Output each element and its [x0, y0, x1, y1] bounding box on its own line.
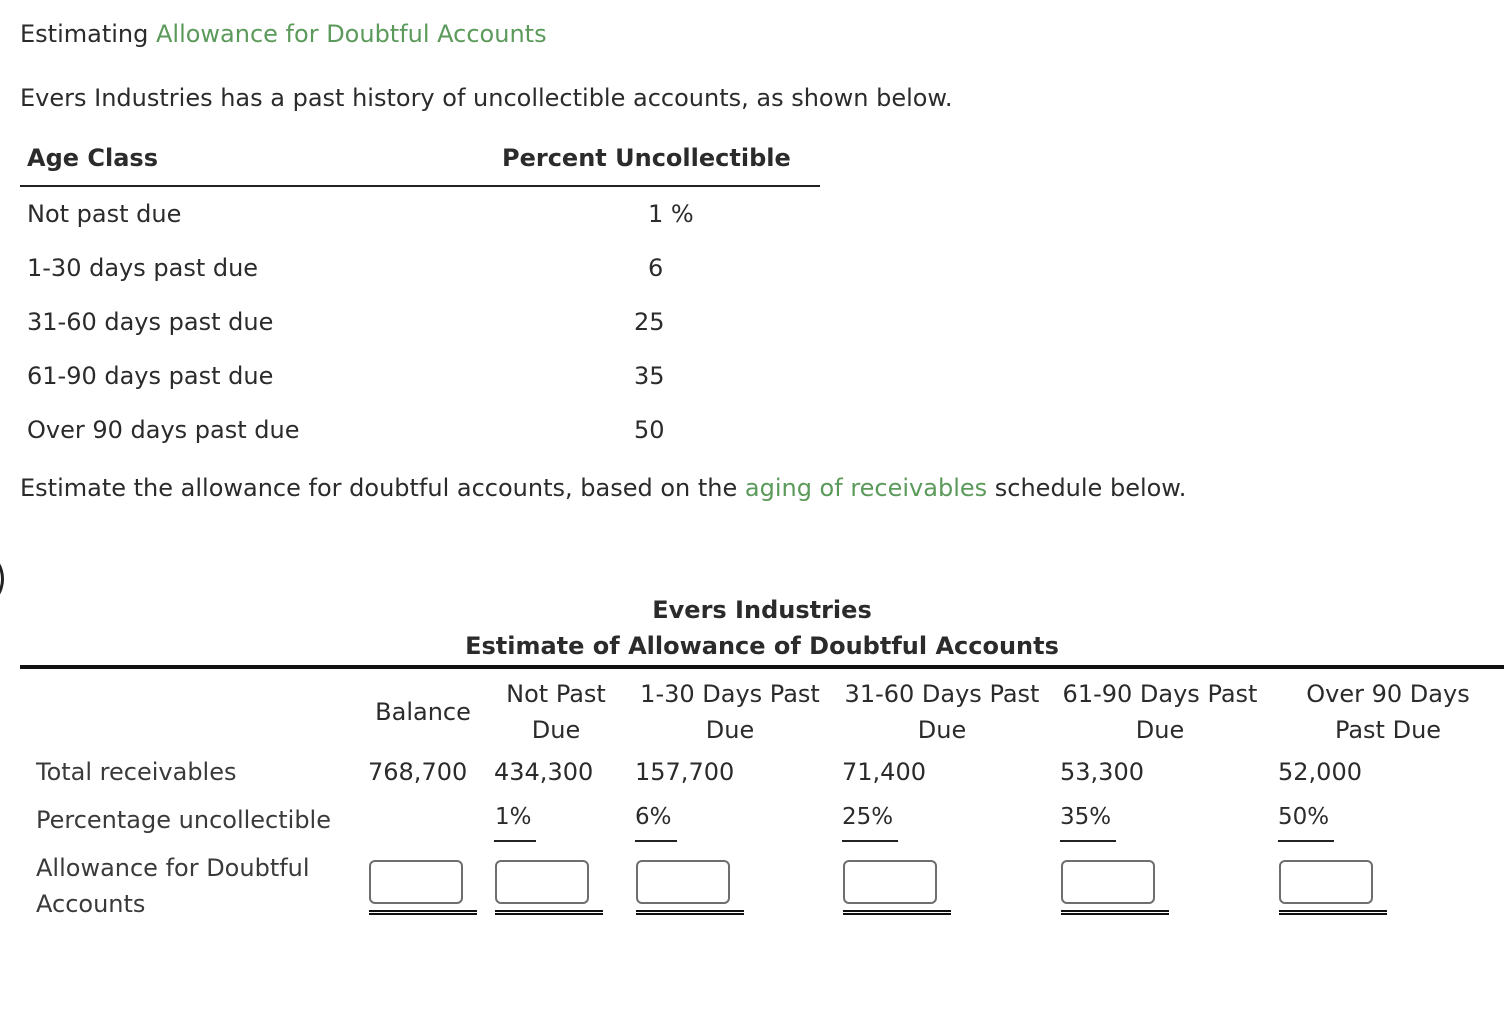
- row-label-allowance: Allowance for Doubtful: [36, 854, 310, 882]
- double-underline: [843, 910, 951, 915]
- allowance-link[interactable]: Allowance for Doubtful Accounts: [155, 20, 547, 48]
- allowance-31-60-input[interactable]: [843, 860, 937, 904]
- page-heading: [20, 20, 547, 48]
- double-underline: [1061, 910, 1169, 915]
- schedule-top-rule: [20, 665, 1504, 669]
- pct-61-90: 35%: [1060, 804, 1112, 830]
- schedule-company-title: Evers Industries: [652, 596, 872, 624]
- pct-value: 25: [634, 308, 665, 336]
- pct-value: 1 %: [648, 200, 694, 228]
- col-header-over-90: Over 90 Days Past Due: [1306, 680, 1470, 744]
- aging-of-receivables-link[interactable]: aging of receivables: [744, 474, 988, 502]
- pct-not-past-due: 1%: [495, 804, 532, 830]
- pct-underline: [1278, 840, 1334, 842]
- pct-value: 50: [634, 416, 665, 444]
- pct-underline: [635, 840, 677, 842]
- double-underline: [636, 910, 744, 915]
- col-header-1-30: 1-30 Days Past Due: [640, 680, 820, 744]
- double-underline: [369, 910, 477, 915]
- allowance-over-90-input[interactable]: [1279, 860, 1373, 904]
- instruction-prefix: Estimate the allowance for doubtful accounts, based on the: [20, 474, 745, 502]
- total-1-30: 157,700: [635, 758, 735, 786]
- intro-text: Evers Industries has a past history of uncollectible accounts, as shown below.: [20, 84, 953, 112]
- pct-underline: [494, 840, 536, 842]
- allowance-61-90-input[interactable]: [1061, 860, 1155, 904]
- heading-prefix: Estimating: [20, 20, 156, 48]
- age-row-label: Not past due: [27, 200, 182, 228]
- instruction-text: [20, 474, 1186, 502]
- pct-underline: [1060, 840, 1116, 842]
- schedule-title: Estimate of Allowance of Doubtful Accounts: [465, 632, 1059, 660]
- row-label-percentage: Percentage uncollectible: [36, 806, 331, 834]
- age-row-label: Over 90 days past due: [27, 416, 300, 444]
- double-underline: [495, 910, 603, 915]
- col-header-61-90: 61-90 Days Past Due: [1062, 680, 1258, 744]
- age-row-label: 61-90 days past due: [27, 362, 274, 390]
- col-header-balance: Balance: [375, 698, 471, 726]
- total-31-60: 71,400: [842, 758, 926, 786]
- percent-uncollectible-header: Percent Uncollectible: [502, 144, 791, 172]
- total-not-past-due: 434,300: [494, 758, 594, 786]
- pct-underline: [842, 840, 898, 842]
- pct-1-30: 6%: [635, 804, 672, 830]
- allowance-1-30-input[interactable]: [636, 860, 730, 904]
- pct-value: 35: [634, 362, 665, 390]
- age-class-header: Age Class: [27, 144, 158, 172]
- allowance-balance-input[interactable]: [369, 860, 463, 904]
- double-underline: [1279, 910, 1387, 915]
- col-header-not-past-due: Not Past Due: [506, 680, 606, 744]
- age-row-label: 1-30 days past due: [27, 254, 259, 282]
- age-row-label: 31-60 days past due: [27, 308, 274, 336]
- pct-31-60: 25%: [842, 804, 894, 830]
- total-61-90: 53,300: [1060, 758, 1144, 786]
- col-header-31-60: 31-60 Days Past Due: [844, 680, 1040, 744]
- total-over-90: 52,000: [1278, 758, 1362, 786]
- row-label-allowance-cont: Accounts: [36, 890, 146, 918]
- pct-over-90: 50%: [1278, 804, 1330, 830]
- total-balance: 768,700: [368, 758, 468, 786]
- allowance-not-past-due-input[interactable]: [495, 860, 589, 904]
- history-table-rule: [20, 185, 820, 187]
- pct-value: 6: [648, 254, 664, 282]
- row-label-total-receivables: Total receivables: [36, 758, 237, 786]
- instruction-suffix: schedule below.: [987, 474, 1187, 502]
